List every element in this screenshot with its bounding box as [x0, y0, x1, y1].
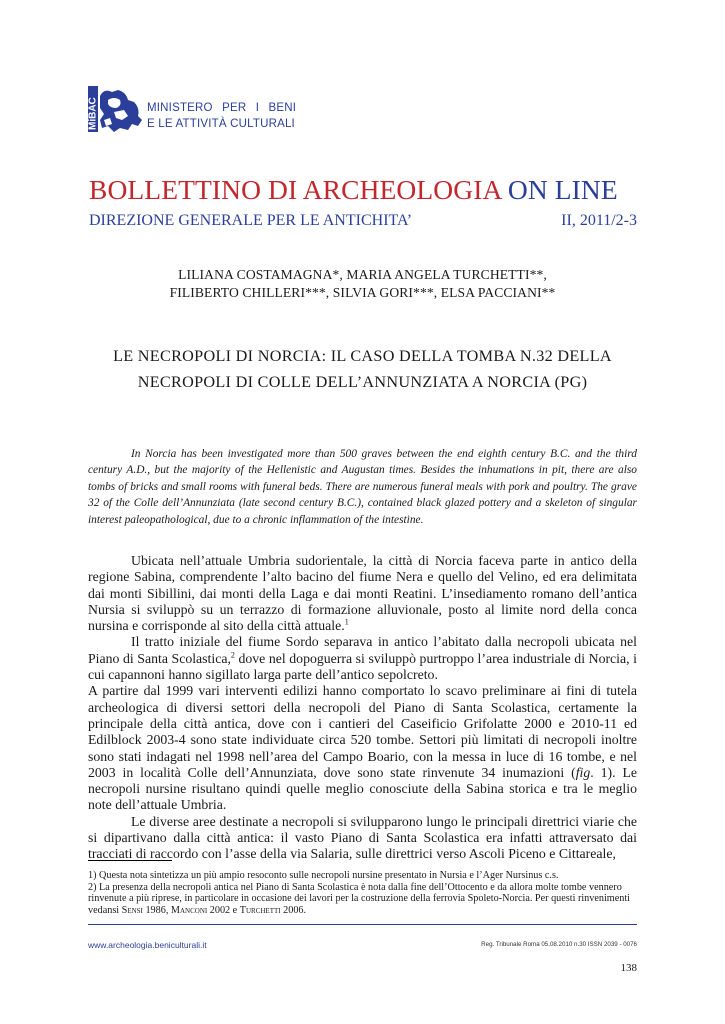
paragraph-2 — [88, 634, 637, 683]
footnote-2 — [88, 882, 637, 916]
footnote-2-text-a: 2) La presenza della necropoli antica nel Piano di Santa Scolastica è nota dalla fine dell’Ottocento e da allora molte tombe vennero rinvenute a più riprese, in particolare in occasione dei lavori per la costruzione della ferrovia Spoleto-Norcia. Per questi rinvenimenti vedansi — [88, 882, 631, 916]
article-title-line2: NECROPOLI DI COLLE DELL’ANNUNZIATA A NORCIA (PG) — [137, 373, 588, 391]
authors-line1: LILIANA COSTAMAGNA*, MARIA ANGELA TURCHETTI**, — [178, 267, 547, 282]
figure-ref: fig — [575, 764, 591, 780]
citation-sensi: Sensi — [121, 904, 143, 916]
authors-line2: FILIBERTO CHILLERI***, SILVIA GORI***, ELSA PACCIANI** — [169, 285, 556, 300]
paragraph-1-text: Ubicata nell’attuale Umbria sudorientale, la città di Norcia faceva parte in antico della regione Sabina, comprendente l’alto bacino del fiume Nera e quello del Velino, ed era delimitata dai monti Sibillini, dai monti della Laga e dai monti Reatini. L’insediamento romano dell’antica Nursia si sviluppò su un terrazzo di formazione alluvionale, posto al limite nord della conca nursina e corrisponde al sito della città attuale. — [88, 553, 637, 634]
ministry-name-line1: MINISTERO PER I BENI — [147, 102, 297, 114]
journal-title-online: ON LINE — [507, 174, 618, 205]
journal-title-main: BOLLETTINO DI ARCHEOLOGIA — [89, 174, 508, 205]
abstract: In Norcia has been investigated more than 500 graves between the end eighth century B.C. and the third century A.D., but the majority of the Hellenistic and Augustan times. Besides the inhumations in pit, there are also tombs of bricks and small rooms with funeral beds. There are numerous funeral meals with pork and poultry. The grave 32 of the Colle dell’Annunziata (late second century B.C.), contained black glazed pottery and a skeleton of singular interest paleopathological, due to a chronic inflammation of the intestine. — [88, 448, 637, 526]
paragraph-2-text-a: Il tratto iniziale del fiume Sordo separava in antico l’abitato dalla necropoli ubicata nel Piano di Santa Scolastica, — [88, 634, 637, 666]
citation-turchetti: Turchetti — [239, 904, 281, 916]
footnote-ref-1: 1 — [344, 617, 349, 627]
journal-subtitle: DIREZIONE GENERALE PER LE ANTICHITA’ — [89, 212, 413, 229]
paragraph-3-text-b: . 1). Le necropoli nursine risultano quindi quelle meglio conosciute della Sabina storica e tra le meglio note dell’attuale Umbria. — [88, 764, 637, 813]
mibac-logo — [88, 86, 144, 132]
page-number: 138 — [620, 962, 637, 974]
citation-manconi: Manconi — [170, 904, 208, 916]
article-title-line1: LE NECROPOLI DI NORCIA: IL CASO DELLA TOMBA N.32 DELLA — [113, 347, 612, 365]
paragraph-4: Le diverse aree destinate a necropoli si svilupparono lungo le principali direttrici viarie che si dipartivano dalla città antica: il vasto Piano di Santa Scolastica era infatti attraversato dai tracciati di raccordo con l’asse della via Salaria, sulle direttrici verso Ascoli Piceno e Cittareale, — [88, 813, 637, 862]
footnote-ref-2: 2 — [230, 650, 235, 660]
paragraph-2-text-b: dove nel dopoguerra si sviluppò purtroppo l’area industriale di Norcia, i cui capannoni hanno sigillato larga parte dell’antico sepolcreto. — [88, 650, 637, 683]
paragraph-3-text-a: A partire dal 1999 vari interventi edilizi hanno comportato lo scavo preliminare ai fini di tutela archeologica di diversi settori della necropoli del Piano di Santa Scolastica, certamente la principale della città antica, dove con i cantieri del Caseificio Grifolatte 2000 e 2010-11 ed Edilblock 2003-4 sono state individuate circa 520 tombe. Settori più limitati di necropoli inoltre sono stati indagati nel 1998 nell’area del Campo Boario, con la messa in luce di 16 tombe, e nel 2003 in località Colle dell’Annunziata, dove sono state rinvenute 34 inumazioni ( — [88, 683, 637, 780]
footnote-divider — [88, 860, 172, 861]
footnote-2-text-d: 2006. — [280, 904, 307, 916]
issue-number: II, 2011/2-3 — [561, 212, 637, 229]
paragraph-1 — [88, 553, 637, 634]
footnote-1: 1) Questa nota sintetizza un più ampio resoconto sulle necropoli nursine presentato in Nursia e l’Ager Nursinus c.s. — [88, 870, 559, 881]
ministry-name-line2: E LE ATTIVITÀ CULTURALI — [147, 118, 295, 130]
registration-info: Reg. Tribunale Roma 05.08.2010 n.30 ISSN 2039 - 0076 — [481, 941, 637, 948]
paragraph-3 — [88, 683, 637, 813]
journal-title — [89, 174, 618, 206]
logo-text: MiBAC — [88, 97, 99, 130]
footer-divider — [88, 924, 637, 925]
footnote-2-text-b: 1986, — [142, 904, 171, 916]
footnotes — [88, 870, 637, 917]
website-link[interactable]: www.archeologia.beniculturali.it — [88, 940, 207, 950]
footnote-2-text-c: 2002 e — [207, 904, 240, 916]
article-body — [88, 553, 637, 863]
